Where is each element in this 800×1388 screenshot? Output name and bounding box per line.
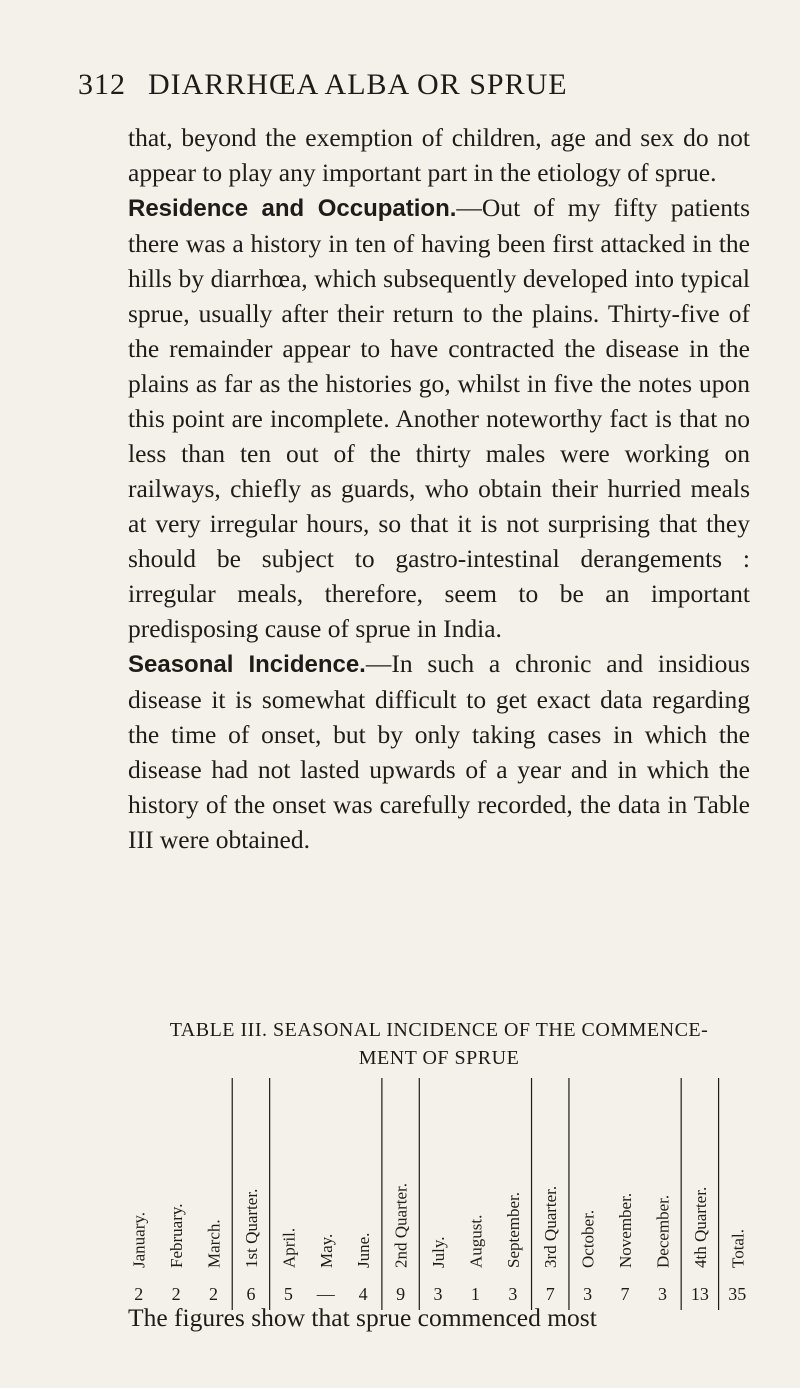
table-header-cell: August. [466,1214,486,1268]
table-value-cell: 7 [545,1284,555,1304]
table-value-cell: — [316,1284,335,1304]
table-value-cell: 9 [396,1284,406,1304]
table-header-cell: May. [316,1233,336,1268]
table-header-cell: 3rd Quarter. [541,1185,561,1268]
table-value-cell: 3 [657,1284,667,1304]
heading-residence-occupation: Residence and Occupation. [128,195,457,222]
table-value-cell: 4 [358,1284,368,1304]
table-value-cell: 3 [433,1284,443,1304]
paragraph-age-sex: that, beyond the exemption of children, age and sex do not appear to play any important part in the etiology of sprue. [128,123,750,187]
table-header-cell: Total. [728,1229,748,1268]
table-header-cell: January. [129,1211,149,1268]
table-value-cell: 2 [134,1284,144,1304]
table-value-cell: 1 [470,1284,480,1304]
table-svg [120,1078,756,1310]
table-header-cell: December. [653,1194,673,1268]
table-value-cell: 3 [508,1284,518,1304]
table-caption-line-1: TABLE III. SEASONAL INCIDENCE OF THE COMMENCE- [169,1019,709,1041]
paragraph-seasonal [128,646,750,857]
paragraph-residence-text: —Out of my fifty patients there was a history in ten of having been first attacked in the hills by diarrhœa, which subsequently developed into typical sprue, usually after their return to the plains. Thirty-five of the remainder appear to have contracted the disease in the plains as far as the histories go, whilst in five the notes upon this point are incomplete. Another noteworthy fact is that no less than ten out of the thirty males were working on railways, chiefly as guards, who obtain their hurried meals at very irregular hours, so that it is not surprising that they should be subject to gastro-intestinal derangements : irregular meals, therefore, seem to be an important predisposing cause of sprue in India. [128,193,751,643]
running-title: DIARRHŒA ALBA OR SPRUE [148,68,568,101]
table-caption-line-2: MENT OF SPRUE [358,1047,520,1069]
table-value-cell: 6 [246,1284,256,1304]
table-header-cell: September. [503,1191,523,1268]
table-value-cell: 3 [583,1284,593,1304]
table-header-cell: June. [354,1232,374,1268]
table-value-cell: 7 [620,1284,630,1304]
heading-seasonal-incidence: Seasonal Incidence. [128,651,366,678]
table-value-cell: 2 [209,1284,219,1304]
closing-line: The figures show that sprue commenced most [128,1303,597,1332]
body-text [128,120,750,857]
table-header-cell: 4th Quarter. [690,1186,710,1268]
table-header-cell: November. [616,1192,636,1268]
table-header-cell: October. [578,1209,598,1268]
table-header-cell: July. [429,1236,448,1268]
running-head [78,68,568,102]
seasonal-incidence-table [120,1078,756,1310]
page-number: 312 [78,68,126,101]
table-header-cell: February. [167,1203,187,1268]
table-value-cell: 35 [728,1284,747,1304]
paragraph-seasonal-text: —In such a chronic and insidious disease it is somewhat difficult to get exact data regarding the time of onset, but by only taking cases in which the disease had not lasted upwards of a year and in which the history of the onset was carefully recorded, the data in Table III were obtained. [128,649,751,854]
table-value-cell: 5 [283,1284,293,1304]
table-header-cell: March. [204,1219,224,1268]
table-header-cell: 2nd Quarter. [391,1183,411,1268]
table-caption [128,1016,750,1072]
table-header-cell: April. [279,1227,299,1268]
table-value-cell: 13 [690,1284,709,1304]
paragraph-residence [128,190,750,646]
table-header-cell: 1st Quarter. [241,1188,261,1268]
table-value-cell: 2 [171,1284,181,1304]
